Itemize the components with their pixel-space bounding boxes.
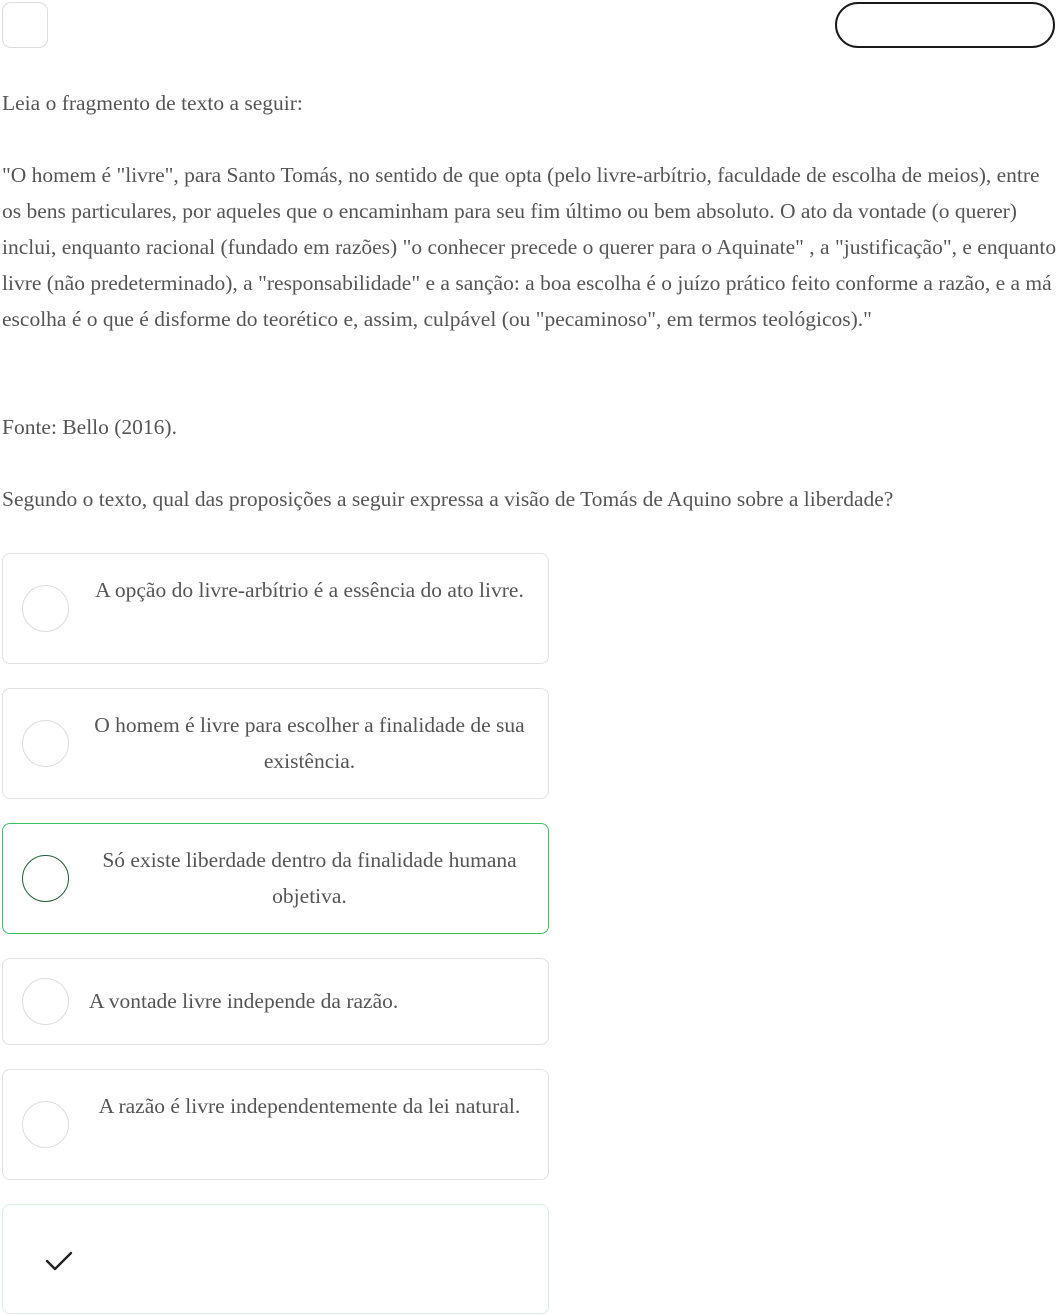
answer-option-text: A razão é livre independentemente da lei natural. <box>98 1094 521 1118</box>
answer-option-text: A opção do livre-arbítrio é a essência do ato livre. <box>95 578 524 602</box>
confirm-answer-button[interactable] <box>2 1204 549 1314</box>
check-icon <box>43 1249 75 1273</box>
answer-option-c[interactable] <box>2 823 549 934</box>
radio-button[interactable] <box>22 855 69 902</box>
answer-option-e[interactable] <box>2 1069 549 1180</box>
answer-option-text: Só existe liberdade dentro da finalidade humana objetiva. <box>102 848 517 908</box>
answer-option-d[interactable] <box>2 958 549 1045</box>
answer-option-b[interactable] <box>2 688 549 799</box>
radio-button[interactable] <box>22 978 69 1025</box>
answer-option-a[interactable] <box>2 553 549 664</box>
top-pill-button[interactable] <box>835 2 1055 48</box>
question-intro: Leia o fragmento de texto a seguir: <box>2 91 303 115</box>
answer-option-text: O homem é livre para escolher a finalidade de sua existência. <box>94 713 525 773</box>
top-checkbox[interactable] <box>2 2 48 48</box>
radio-button[interactable] <box>22 1101 69 1148</box>
radio-button[interactable] <box>22 720 69 767</box>
question-prompt: Segundo o texto, qual das proposições a seguir expressa a visão de Tomás de Aquino sobre a liberdade? <box>2 487 894 511</box>
answer-option-text: A vontade livre independe da razão. <box>89 989 399 1013</box>
radio-button[interactable] <box>22 585 69 632</box>
question-quote: "O homem é "livre", para Santo Tomás, no sentido de que opta (pelo livre-arbítrio, faculdade de escolha de meios), entre os bens particulares, por aqueles que o encaminham para seu fim último ou bem absoluto. O ato da vontade (o querer) inclui, enquanto racional (fundado em razões) "o conhecer precede o querer para o Aquinate" , a "justificação", e enquanto livre (não predeterminado), a "responsabilidade" e a sanção: a boa escolha é o juízo prático feito conforme a razão, e a má escolha é o que é disforme do teorético e, assim, culpável (ou "pecaminoso", em termos teológicos)." <box>2 163 1057 331</box>
question-source: Fonte: Bello (2016). <box>2 415 177 439</box>
